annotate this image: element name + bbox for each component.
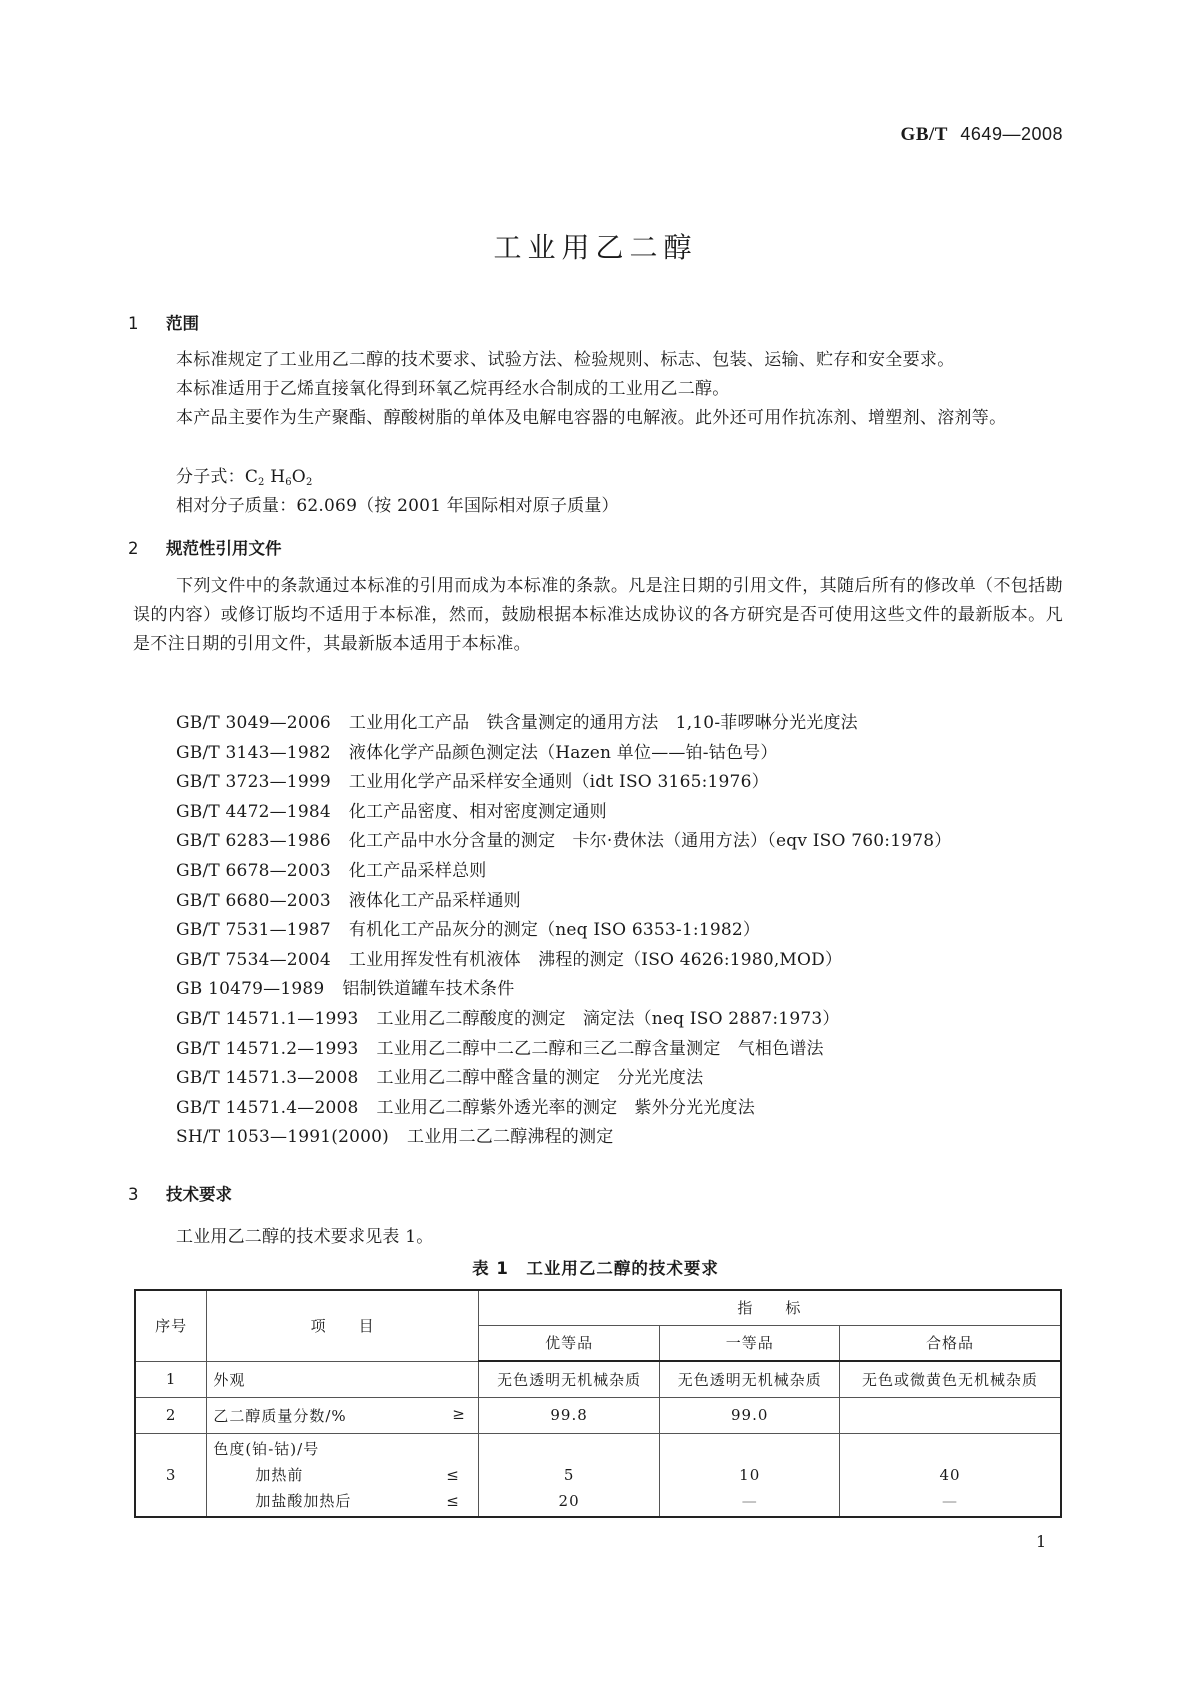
row-value: 40 — [840, 1433, 1061, 1517]
reference-item: GB/T 7534—2004 工业用挥发性有机液体 沸程的测定（ISO 4626:1980,MOD） [176, 949, 843, 970]
table-row [135, 1361, 1061, 1397]
reference-item: SH/T 1053—1991(2000) 工业用二乙二醇沸程的测定 [176, 1127, 614, 1148]
lte-symbol: ≤ [446, 1491, 460, 1510]
gte-symbol: ≥ [452, 1404, 466, 1423]
section-2-heading [128, 535, 282, 559]
row-item: 外观 [207, 1361, 478, 1397]
row-seq: 2 [135, 1397, 207, 1433]
row-value: 5 20 [478, 1433, 660, 1517]
reference-item: GB/T 6678—2003 化工产品采样总则 [176, 860, 487, 881]
header-seq: 序号 [135, 1290, 207, 1361]
section-number: 2 [128, 539, 139, 558]
references-intro: 下列文件中的条款通过本标准的引用而成为本标准的条款。凡是注日期的引用文件，其随后所有的修改单（不包括勘误的内容）或修订版均不适用于本标准，然而，鼓励根据本标准达成协议的各方研究是否可使用这些文件的最新版本。凡是不注日期的引用文件，其最新版本适用于本标准。 [133, 576, 1063, 654]
header-grade-premium: 优等品 [478, 1325, 660, 1361]
reference-item: GB/T 6283—1986 化工产品中水分含量的测定 卡尔·费休法（通用方法）（eqv ISO 760:1978） [176, 831, 952, 852]
sub-item: 加热前 ≤ [213, 1462, 471, 1488]
row-value [840, 1397, 1061, 1433]
section-number: 3 [128, 1185, 139, 1204]
header-grade-qualified: 合格品 [840, 1325, 1061, 1361]
page-number: 1 [1036, 1532, 1047, 1551]
document-title: 工业用乙二醇 [493, 231, 698, 264]
table-row [135, 1397, 1061, 1433]
header-index: 指 标 [478, 1290, 1061, 1325]
header-grade-first: 一等品 [660, 1325, 840, 1361]
scope-paragraph-1: 本标准规定了工业用乙二醇的技术要求、试验方法、检验规则、标志、包装、运输、贮存和安全要求。 [176, 350, 955, 370]
reference-item: GB/T 6680—2003 液体化工产品采样通则 [176, 890, 521, 911]
scope-paragraph-3: 本产品主要作为生产聚酯、醇酸树脂的单体及电解电容器的电解液。此外还可用作抗冻剂、增塑剂、溶剂等。 [176, 408, 1007, 428]
reference-list [176, 708, 951, 1152]
standard-prefix: GB/T [900, 124, 948, 145]
table-row [135, 1433, 1061, 1517]
spec-table [134, 1289, 1062, 1518]
tech-requirements-intro: 工业用乙二醇的技术要求见表 1。 [176, 1227, 434, 1247]
section-title: 技术要求 [166, 1185, 232, 1204]
table-header-row [135, 1290, 1061, 1325]
section-3-heading [128, 1181, 232, 1205]
reference-item: GB/T 14571.4—2008 工业用乙二醇紫外透光率的测定 紫外分光光度法 [176, 1097, 755, 1118]
lte-symbol: ≤ [446, 1465, 460, 1484]
row-value: 无色透明无机械杂质 [478, 1361, 660, 1397]
row-item: 色度(铂-钴)/号 加热前 ≤ 加盐酸加热后 ≤ [207, 1433, 478, 1517]
section-1-heading [128, 310, 199, 334]
sub-item: 加盐酸加热后 ≤ [213, 1488, 471, 1514]
reference-item: GB/T 3143—1982 液体化学产品颜色测定法（Hazen 单位——铂-钴色号） [176, 742, 778, 763]
scope-paragraph-2: 本标准适用于乙烯直接氧化得到环氧乙烷再经水合制成的工业用乙二醇。 [176, 379, 730, 399]
section-number: 1 [128, 314, 139, 333]
row-value: 无色或微黄色无机械杂质 [840, 1361, 1061, 1397]
standard-code [901, 124, 1063, 146]
header-item: 项 目 [207, 1290, 478, 1361]
section-title: 规范性引用文件 [166, 539, 282, 558]
row-seq: 1 [135, 1361, 207, 1397]
row-value: 10 — [660, 1433, 840, 1517]
reference-item: GB/T 4472—1984 化工产品密度、相对密度测定通则 [176, 801, 607, 822]
molar-mass: 相对分子质量：62.069（按 2001 年国际相对原子质量） [176, 496, 619, 516]
row-value: 99.8 [478, 1397, 660, 1433]
molecular-formula: 分子式：$C_2$ $H_6O_2$ [176, 467, 313, 488]
reference-item: GB/T 14571.2—1993 工业用乙二醇中二乙二醇和三乙二醇含量测定 气相色谱法 [176, 1038, 824, 1059]
table-caption: 表 1 工业用乙二醇的技术要求 [472, 1259, 719, 1278]
reference-item: GB 10479—1989 铝制铁道罐车技术条件 [176, 979, 515, 1000]
reference-item: GB/T 3723—1999 工业用化学产品采样安全通则（idt ISO 3165:1976） [176, 772, 769, 793]
reference-item: GB/T 14571.3—2008 工业用乙二醇中醛含量的测定 分光光度法 [176, 1068, 704, 1089]
row-item: 乙二醇质量分数/% ≥ [207, 1397, 478, 1433]
row-value: 无色透明无机械杂质 [660, 1361, 840, 1397]
section-title: 范围 [166, 314, 199, 333]
reference-item: GB/T 3049—2006 工业用化工产品 铁含量测定的通用方法 1,10-菲啰啉分光光度法 [176, 713, 858, 733]
reference-item: GB/T 7531—1987 有机化工产品灰分的测定（neq ISO 6353-1:1982） [176, 920, 761, 941]
row-seq: 3 [135, 1433, 207, 1517]
row-value: 99.0 [660, 1397, 840, 1433]
standard-number: 4649—2008 [960, 124, 1063, 144]
reference-item: GB/T 14571.1—1993 工业用乙二醇酸度的测定 滴定法（neq ISO 2887:1973） [176, 1008, 840, 1029]
